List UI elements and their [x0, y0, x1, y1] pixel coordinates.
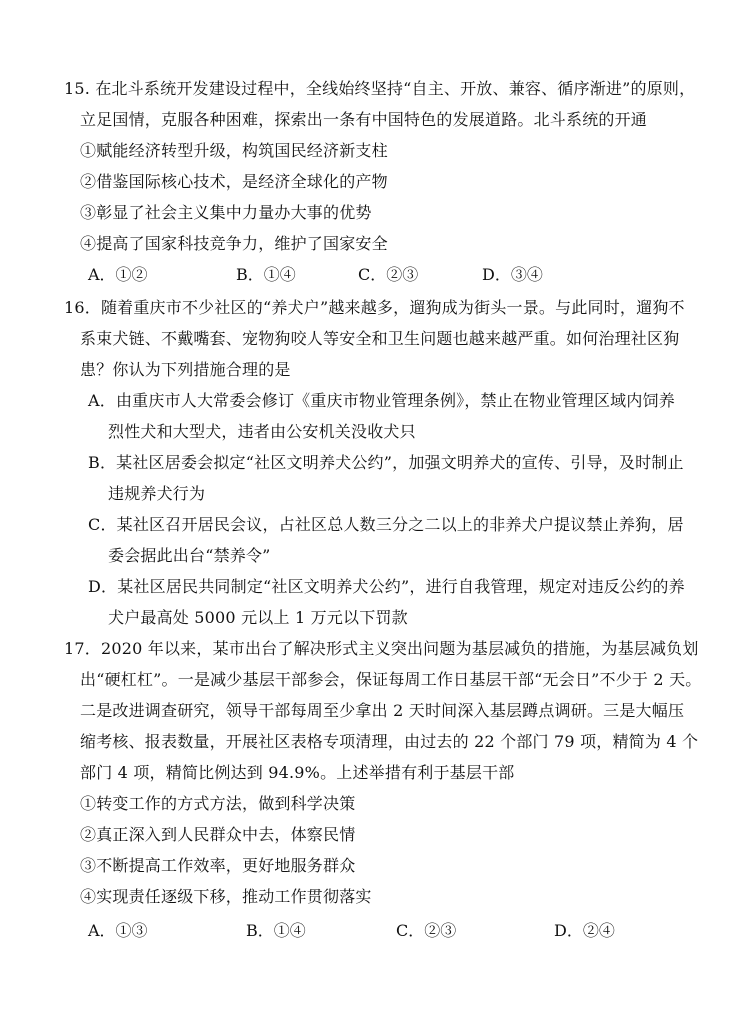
q17-options	[0, 920, 737, 942]
q15-statement-4: ④提高了国家科技竞争力，维护了国家安全	[80, 234, 388, 253]
q16-stem-line-2: 系束犬链、不戴嘴套、宠物狗咬人等安全和卫生问题也越来越严重。如何治理社区狗	[80, 329, 680, 348]
q15-stem-line-2: 立足国情，克服各种困难，探索出一条有中国特色的发展道路。北斗系统的开通	[80, 110, 648, 129]
q16-option-d-line-2: 犬户最高处 5000 元以上 1 万元以下罚款	[108, 608, 408, 627]
q16-option-c-line-2: 委会据此出台“禁养令”	[108, 546, 271, 565]
q15-statement-3: ③彰显了社会主义集中力量办大事的优势	[80, 203, 372, 222]
q16-option-d-line-1: D．某社区居民共同制定“社区文明养犬公约”，进行自我管理，规定对违反公约的养	[88, 577, 685, 596]
q17-option-a: A．①③	[88, 921, 148, 940]
q17-statement-4: ④实现责任逐级下移，推动工作贯彻落实	[80, 887, 372, 906]
q16-option-b-line-1: B．某社区居委会拟定“社区文明养犬公约”，加强文明养犬的宣传、引导，及时制止	[88, 453, 684, 472]
q17-stem-line-2: 出“硬杠杠”。一是减少基层干部参会，保证每周工作日基层干部“无会日”不少于 2 天。	[80, 670, 702, 689]
q15-option-b: B．①④	[236, 265, 296, 284]
q17-stem-line-3: 二是改进调查研究，领导干部每周至少拿出 2 天时间深入基层蹲点调研。三是大幅压	[80, 701, 685, 720]
q15-option-c: C．②③	[358, 265, 419, 284]
q17-option-d: D．②④	[554, 921, 615, 940]
q16-stem-line-3: 患？你认为下列措施合理的是	[80, 360, 291, 379]
q15-option-a: A．①②	[88, 265, 148, 284]
q15-options	[0, 264, 737, 286]
q17-stem-line-5: 部门 4 项，精简比例达到 94.9%。上述举措有利于基层干部	[80, 763, 515, 782]
q17-statement-1: ①转变工作的方式方法，做到科学决策	[80, 794, 356, 813]
q15-option-d: D．③④	[482, 265, 543, 284]
q15-stem-line-1: 15. 在北斗系统开发建设过程中，全线始终坚持“自主、开放、兼容、循序渐进”的原则，	[64, 79, 696, 98]
q15-statement-2: ②借鉴国际核心技术，是经济全球化的产物	[80, 172, 388, 191]
q17-statement-3: ③不断提高工作效率，更好地服务群众	[80, 856, 356, 875]
q16-option-a-line-2: 烈性犬和大型犬，违者由公安机关没收犬只	[108, 422, 416, 441]
q17-stem-line-1: 17．2020 年以来，某市出台了解决形式主义突出问题为基层减负的措施，为基层减负划	[64, 639, 699, 658]
q17-option-c: C．②③	[396, 921, 457, 940]
q17-option-b: B．①④	[246, 921, 306, 940]
q16-option-a-line-1: A．由重庆市人大常委会修订《重庆市物业管理条例》，禁止在物业管理区域内饲养	[88, 391, 675, 410]
q16-stem-line-1: 16．随着重庆市不少社区的“养犬户”越来越多，遛狗成为街头一景。与此同时，遛狗不	[64, 298, 685, 317]
q17-statement-2: ②真正深入到人民群众中去，体察民情	[80, 825, 356, 844]
q16-option-c-line-1: C．某社区召开居民会议，占社区总人数三分之二以上的非养犬户提议禁止养狗，居	[88, 515, 684, 534]
q16-option-b-line-2: 违规养犬行为	[108, 484, 206, 503]
q17-stem-line-4: 缩考核、报表数量，开展社区表格专项清理，由过去的 22 个部门 79 项，精简为 4 个	[80, 732, 699, 751]
q15-statement-1: ①赋能经济转型升级，构筑国民经济新支柱	[80, 141, 388, 160]
